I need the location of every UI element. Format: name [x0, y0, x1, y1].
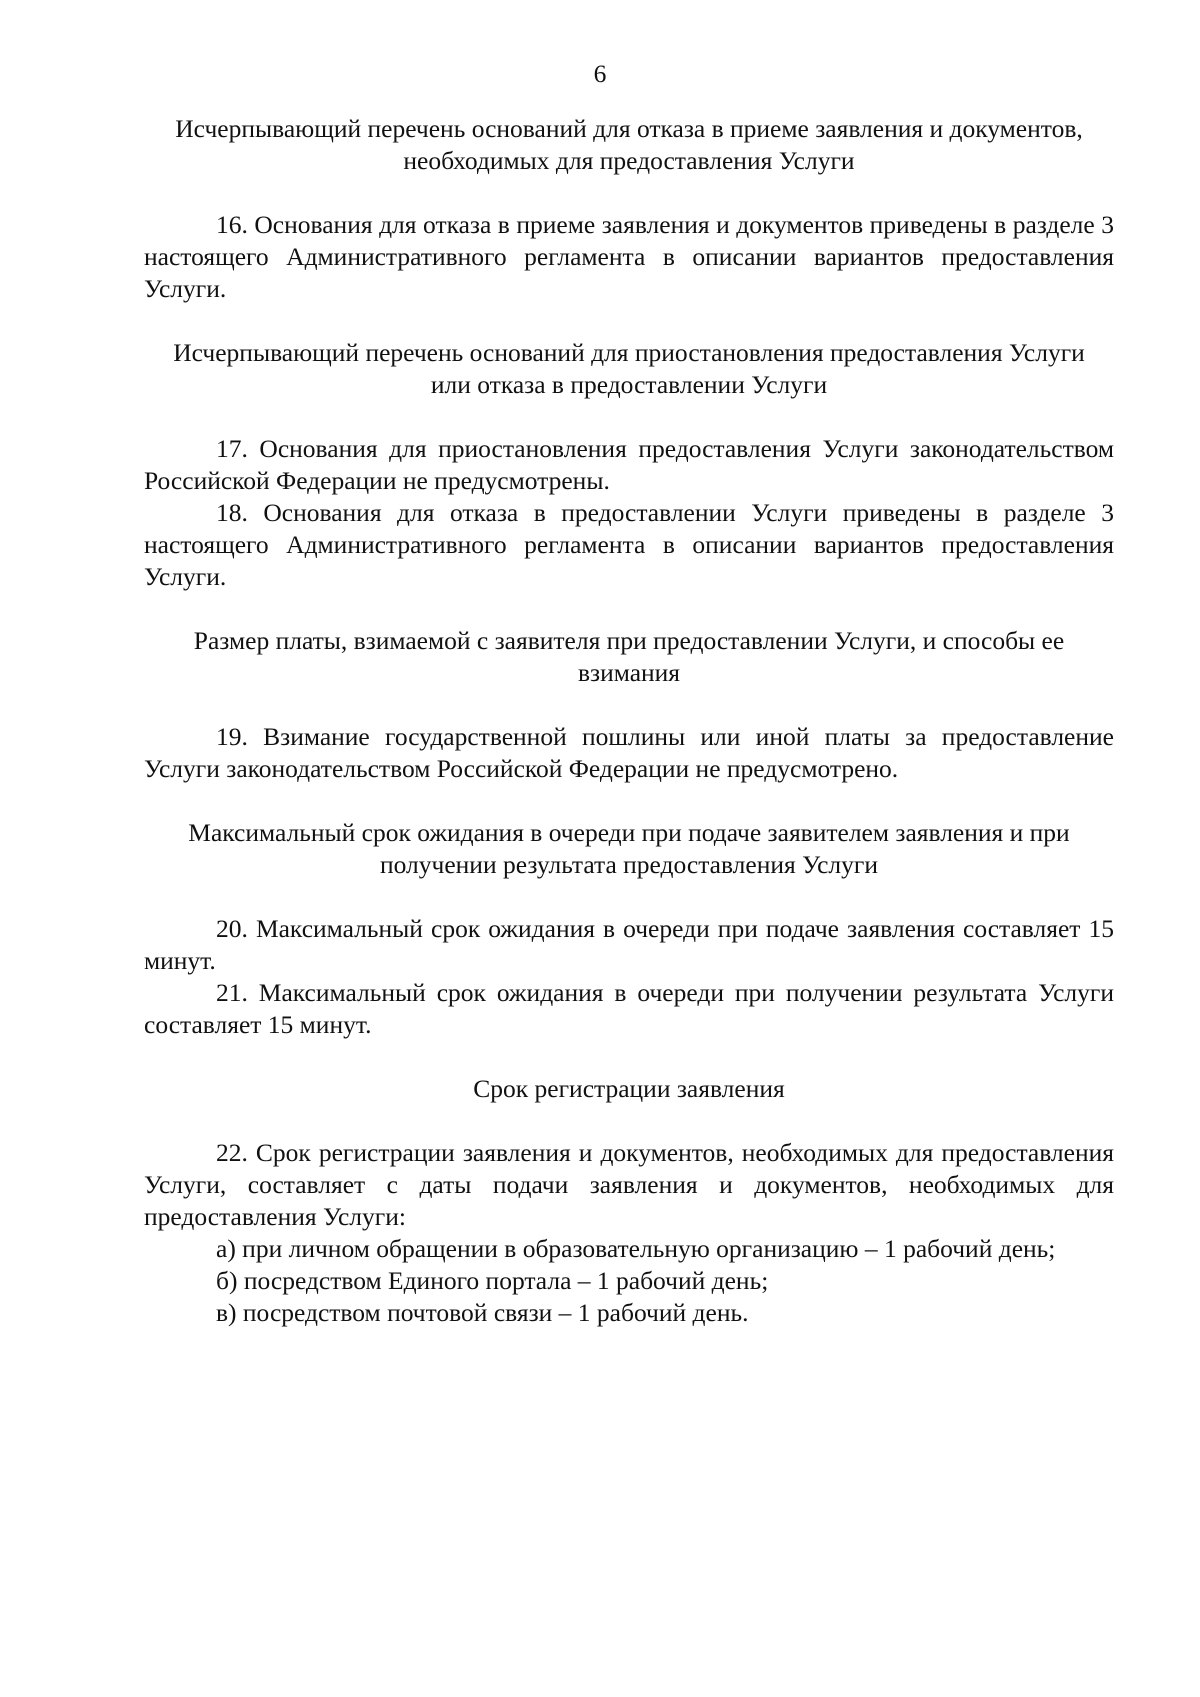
- section-registration-term: [144, 1073, 1114, 1329]
- section-fee: [144, 625, 1114, 785]
- section-heading: Размер платы, взимаемой с заявителя при предоставлении Услуги, и способы ее взимания: [193, 626, 1065, 687]
- paragraph-16: 16. Основания для отказа в приеме заявления и документов приведены в разделе 3 настоящего Административного регламента в описании вариантов предоставления Услуги.: [144, 210, 1114, 303]
- list-item-c: в) посредством почтовой связи – 1 рабочий день.: [216, 1298, 749, 1327]
- paragraph-21: 21. Максимальный срок ожидания в очереди при получении результата Услуги составляет 15 минут.: [144, 978, 1114, 1039]
- section-heading: Исчерпывающий перечень оснований для приостановления предоставления Услуги или отказа в предоставлении Услуги: [173, 338, 1085, 399]
- section-heading: Исчерпывающий перечень оснований для отказа в приеме заявления и документов, необходимых для предоставления Услуги: [175, 114, 1083, 175]
- section-heading: Максимальный срок ожидания в очереди при подаче заявителем заявления и при получении результата предоставления Услуги: [188, 818, 1070, 879]
- section-heading: Срок регистрации заявления: [473, 1074, 785, 1103]
- section-queue-time: [144, 817, 1114, 1041]
- paragraph-17: 17. Основания для приостановления предоставления Услуги законодательством Российской Федерации не предусмотрены.: [144, 434, 1114, 495]
- document-body: [144, 113, 1114, 1361]
- page-number: 6: [593, 59, 607, 88]
- list-item-b: б) посредством Единого портала – 1 рабочий день;: [216, 1266, 769, 1295]
- paragraph-18: 18. Основания для отказа в предоставлении Услуги приведены в разделе 3 настоящего Административного регламента в описании вариантов предоставления Услуги.: [144, 498, 1114, 591]
- list-item-a: а) при личном обращении в образовательную организацию – 1 рабочий день;: [216, 1234, 1056, 1263]
- paragraph-20: 20. Максимальный срок ожидания в очереди при подаче заявления составляет 15 минут.: [144, 914, 1114, 975]
- section-refusal-acceptance: [144, 113, 1114, 305]
- paragraph-22: 22. Срок регистрации заявления и документов, необходимых для предоставления Услуги, составляет с даты подачи заявления и документов, необходимых для предоставления Услуги:: [144, 1138, 1114, 1231]
- section-suspension-refusal: [144, 337, 1114, 593]
- paragraph-19: 19. Взимание государственной пошлины или иной платы за предоставление Услуги законодательством Российской Федерации не предусмотрено.: [144, 722, 1114, 783]
